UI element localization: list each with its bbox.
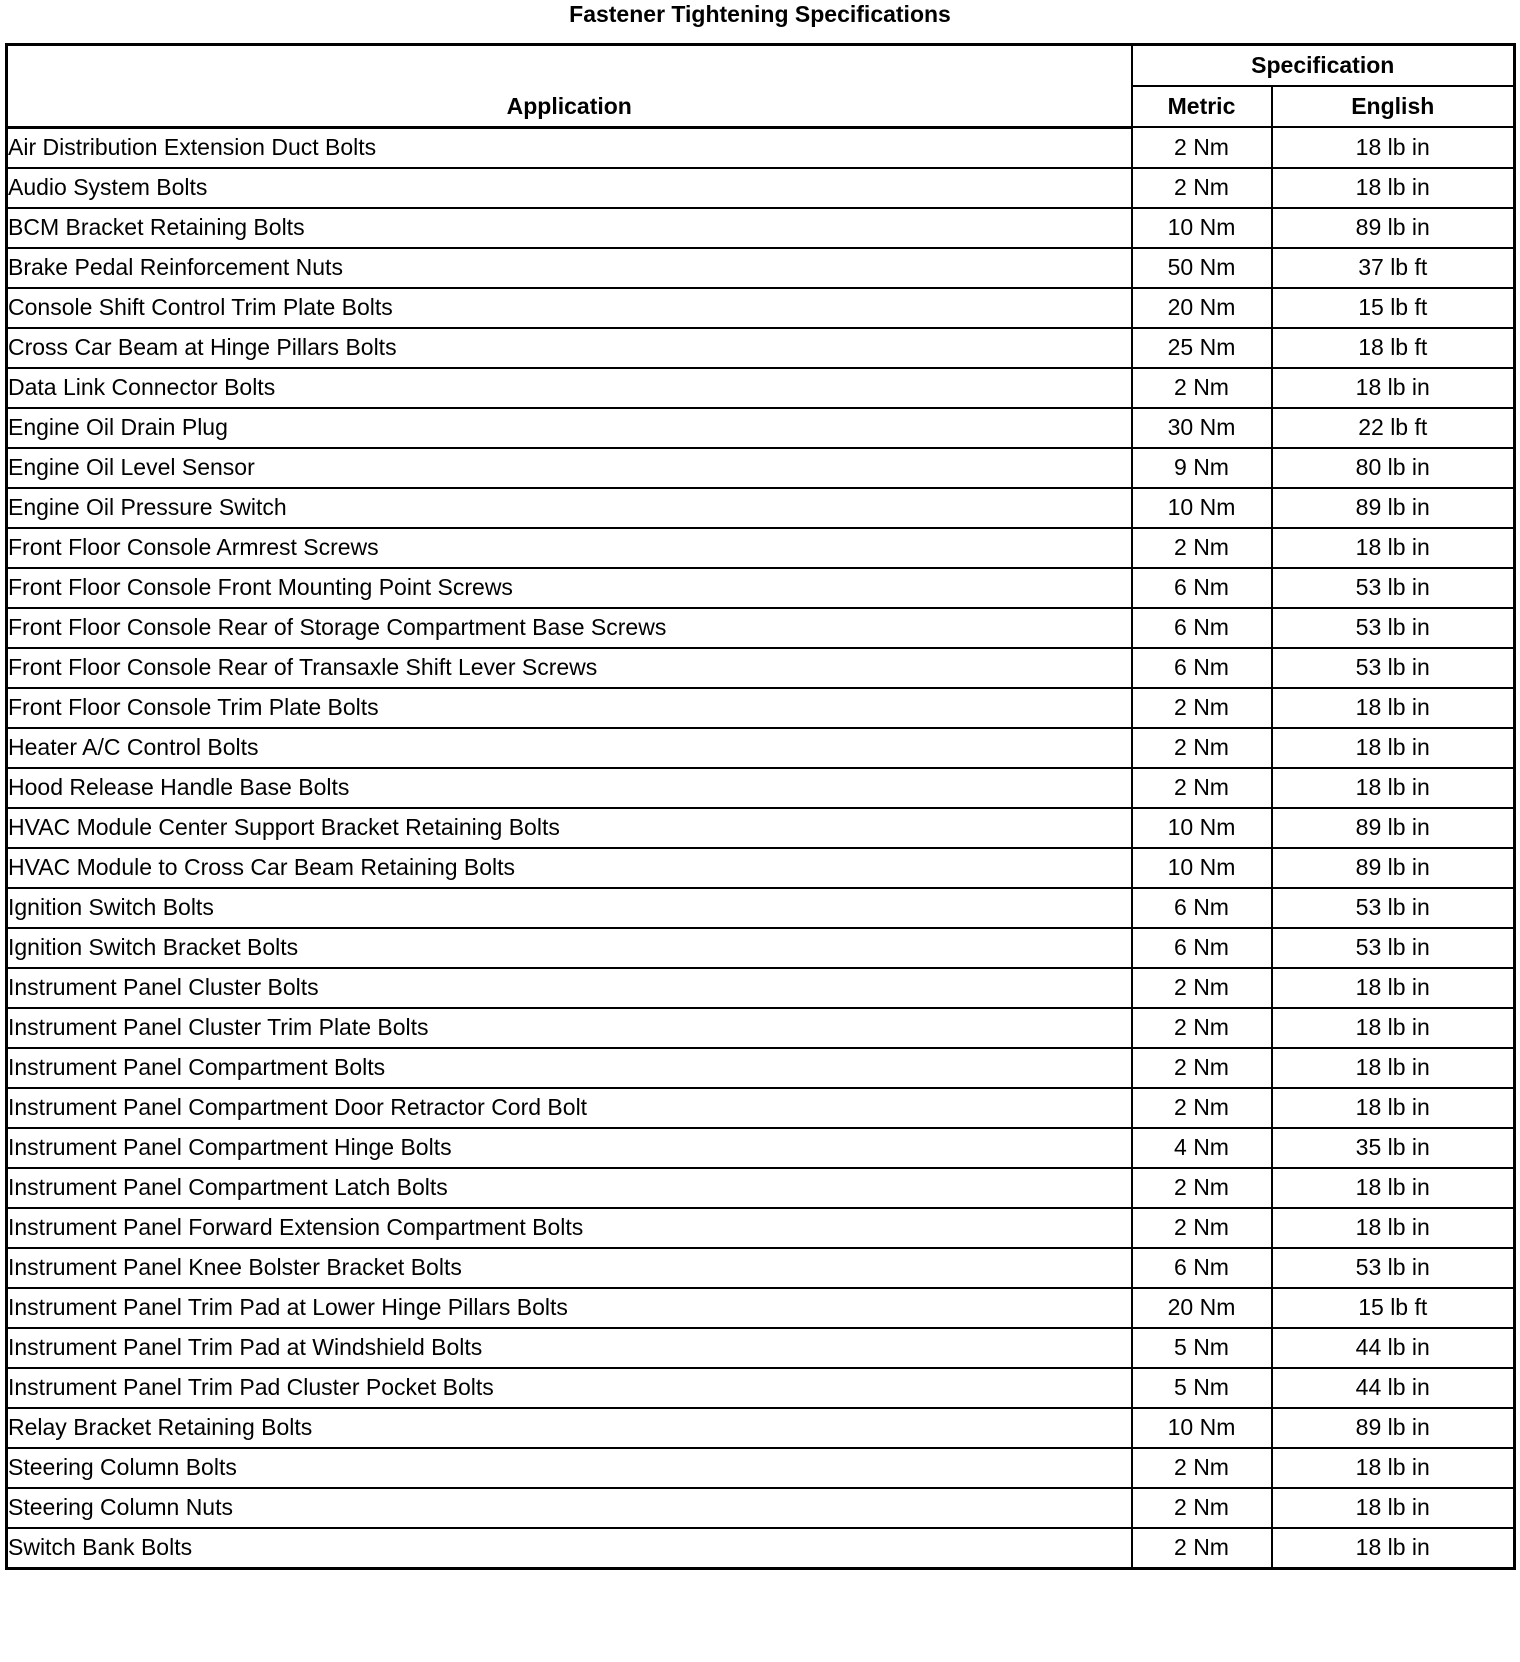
application-cell: Console Shift Control Trim Plate Bolts xyxy=(7,288,1132,328)
table-row xyxy=(7,608,1515,648)
table-row xyxy=(7,768,1515,808)
metric-cell: 9 Nm xyxy=(1132,448,1272,488)
english-cell: 18 lb in xyxy=(1272,1168,1515,1208)
application-cell: HVAC Module to Cross Car Beam Retaining Bolts xyxy=(7,848,1132,888)
table-row xyxy=(7,328,1515,368)
metric-cell: 6 Nm xyxy=(1132,888,1272,928)
english-cell: 53 lb in xyxy=(1272,888,1515,928)
application-cell: Instrument Panel Knee Bolster Bracket Bolts xyxy=(7,1248,1132,1288)
table-row xyxy=(7,728,1515,768)
metric-cell: 50 Nm xyxy=(1132,248,1272,288)
metric-cell: 2 Nm xyxy=(1132,368,1272,408)
metric-cell: 25 Nm xyxy=(1132,328,1272,368)
metric-cell: 2 Nm xyxy=(1132,1448,1272,1488)
application-cell: Instrument Panel Compartment Latch Bolts xyxy=(7,1168,1132,1208)
table-row xyxy=(7,1328,1515,1368)
english-cell: 53 lb in xyxy=(1272,568,1515,608)
english-cell: 89 lb in xyxy=(1272,808,1515,848)
english-cell: 89 lb in xyxy=(1272,848,1515,888)
table-row xyxy=(7,968,1515,1008)
english-cell: 18 lb ft xyxy=(1272,328,1515,368)
metric-cell: 2 Nm xyxy=(1132,168,1272,208)
english-cell: 18 lb in xyxy=(1272,528,1515,568)
application-cell: Front Floor Console Front Mounting Point Screws xyxy=(7,568,1132,608)
english-cell: 44 lb in xyxy=(1272,1328,1515,1368)
header-english: English xyxy=(1272,86,1515,127)
metric-cell: 2 Nm xyxy=(1132,1008,1272,1048)
page-title: Fastener Tightening Specifications xyxy=(569,1,951,27)
metric-cell: 2 Nm xyxy=(1132,1088,1272,1128)
english-cell: 18 lb in xyxy=(1272,368,1515,408)
application-cell: Audio System Bolts xyxy=(7,168,1132,208)
table-row xyxy=(7,1008,1515,1048)
specifications-table xyxy=(5,43,1516,1570)
application-cell: Relay Bracket Retaining Bolts xyxy=(7,1408,1132,1448)
english-cell: 18 lb in xyxy=(1272,127,1515,168)
application-cell: Front Floor Console Trim Plate Bolts xyxy=(7,688,1132,728)
english-cell: 18 lb in xyxy=(1272,688,1515,728)
table-row xyxy=(7,688,1515,728)
english-cell: 18 lb in xyxy=(1272,1528,1515,1569)
metric-cell: 2 Nm xyxy=(1132,528,1272,568)
english-cell: 53 lb in xyxy=(1272,1248,1515,1288)
application-cell: Front Floor Console Rear of Transaxle Shift Lever Screws xyxy=(7,648,1132,688)
application-cell: Switch Bank Bolts xyxy=(7,1528,1132,1569)
table-row xyxy=(7,488,1515,528)
english-cell: 37 lb ft xyxy=(1272,248,1515,288)
table-row xyxy=(7,928,1515,968)
metric-cell: 2 Nm xyxy=(1132,1168,1272,1208)
table-row xyxy=(7,1208,1515,1248)
application-cell: Instrument Panel Trim Pad at Lower Hinge Pillars Bolts xyxy=(7,1288,1132,1328)
metric-cell: 2 Nm xyxy=(1132,127,1272,168)
table-row xyxy=(7,1048,1515,1088)
english-cell: 53 lb in xyxy=(1272,648,1515,688)
application-cell: Engine Oil Drain Plug xyxy=(7,408,1132,448)
application-cell: Engine Oil Pressure Switch xyxy=(7,488,1132,528)
header-specification: Specification xyxy=(1132,45,1515,87)
metric-cell: 10 Nm xyxy=(1132,208,1272,248)
application-cell: Instrument Panel Cluster Bolts xyxy=(7,968,1132,1008)
table-body xyxy=(7,127,1515,1568)
table-row xyxy=(7,127,1515,168)
english-cell: 80 lb in xyxy=(1272,448,1515,488)
application-cell: Instrument Panel Trim Pad at Windshield Bolts xyxy=(7,1328,1132,1368)
metric-cell: 6 Nm xyxy=(1132,608,1272,648)
english-cell: 53 lb in xyxy=(1272,928,1515,968)
table-row xyxy=(7,1248,1515,1288)
metric-cell: 30 Nm xyxy=(1132,408,1272,448)
english-cell: 18 lb in xyxy=(1272,1088,1515,1128)
table-row xyxy=(7,568,1515,608)
application-cell: Front Floor Console Rear of Storage Compartment Base Screws xyxy=(7,608,1132,648)
application-cell: Steering Column Nuts xyxy=(7,1488,1132,1528)
application-cell: Instrument Panel Compartment Bolts xyxy=(7,1048,1132,1088)
application-cell: BCM Bracket Retaining Bolts xyxy=(7,208,1132,248)
application-cell: Instrument Panel Compartment Door Retractor Cord Bolt xyxy=(7,1088,1132,1128)
metric-cell: 5 Nm xyxy=(1132,1328,1272,1368)
metric-cell: 10 Nm xyxy=(1132,488,1272,528)
table-row xyxy=(7,1488,1515,1528)
application-cell: Data Link Connector Bolts xyxy=(7,368,1132,408)
table-row xyxy=(7,1368,1515,1408)
metric-cell: 6 Nm xyxy=(1132,928,1272,968)
metric-cell: 6 Nm xyxy=(1132,648,1272,688)
english-cell: 18 lb in xyxy=(1272,168,1515,208)
application-cell: Hood Release Handle Base Bolts xyxy=(7,768,1132,808)
table-row xyxy=(7,448,1515,488)
english-cell: 18 lb in xyxy=(1272,1448,1515,1488)
english-cell: 53 lb in xyxy=(1272,608,1515,648)
table-row xyxy=(7,528,1515,568)
table-row xyxy=(7,1128,1515,1168)
metric-cell: 2 Nm xyxy=(1132,728,1272,768)
metric-cell: 2 Nm xyxy=(1132,768,1272,808)
table-row xyxy=(7,288,1515,328)
table-row xyxy=(7,1168,1515,1208)
table-row xyxy=(7,1088,1515,1128)
metric-cell: 20 Nm xyxy=(1132,288,1272,328)
table-row xyxy=(7,848,1515,888)
metric-cell: 10 Nm xyxy=(1132,808,1272,848)
application-cell: Engine Oil Level Sensor xyxy=(7,448,1132,488)
english-cell: 22 lb ft xyxy=(1272,408,1515,448)
table-row xyxy=(7,248,1515,288)
application-cell: Front Floor Console Armrest Screws xyxy=(7,528,1132,568)
metric-cell: 10 Nm xyxy=(1132,848,1272,888)
english-cell: 44 lb in xyxy=(1272,1368,1515,1408)
application-cell: Instrument Panel Forward Extension Compartment Bolts xyxy=(7,1208,1132,1248)
metric-cell: 2 Nm xyxy=(1132,1048,1272,1088)
application-cell: Ignition Switch Bracket Bolts xyxy=(7,928,1132,968)
metric-cell: 2 Nm xyxy=(1132,1488,1272,1528)
application-cell: Heater A/C Control Bolts xyxy=(7,728,1132,768)
english-cell: 15 lb ft xyxy=(1272,288,1515,328)
header-application: Application xyxy=(7,45,1132,128)
table-row xyxy=(7,1408,1515,1448)
english-cell: 18 lb in xyxy=(1272,1048,1515,1088)
application-cell: Instrument Panel Cluster Trim Plate Bolts xyxy=(7,1008,1132,1048)
application-cell: Steering Column Bolts xyxy=(7,1448,1132,1488)
header-metric: Metric xyxy=(1132,86,1272,127)
application-cell: Cross Car Beam at Hinge Pillars Bolts xyxy=(7,328,1132,368)
metric-cell: 2 Nm xyxy=(1132,1528,1272,1569)
application-cell: HVAC Module Center Support Bracket Retaining Bolts xyxy=(7,808,1132,848)
english-cell: 18 lb in xyxy=(1272,768,1515,808)
application-cell: Ignition Switch Bolts xyxy=(7,888,1132,928)
english-cell: 18 lb in xyxy=(1272,1488,1515,1528)
table-row xyxy=(7,808,1515,848)
metric-cell: 2 Nm xyxy=(1132,968,1272,1008)
english-cell: 15 lb ft xyxy=(1272,1288,1515,1328)
metric-cell: 2 Nm xyxy=(1132,688,1272,728)
english-cell: 18 lb in xyxy=(1272,1008,1515,1048)
table-row xyxy=(7,648,1515,688)
english-cell: 18 lb in xyxy=(1272,728,1515,768)
application-cell: Air Distribution Extension Duct Bolts xyxy=(7,127,1132,168)
metric-cell: 20 Nm xyxy=(1132,1288,1272,1328)
metric-cell: 2 Nm xyxy=(1132,1208,1272,1248)
table-row xyxy=(7,1448,1515,1488)
table-row xyxy=(7,1528,1515,1569)
metric-cell: 5 Nm xyxy=(1132,1368,1272,1408)
metric-cell: 6 Nm xyxy=(1132,1248,1272,1288)
english-cell: 35 lb in xyxy=(1272,1128,1515,1168)
application-cell: Instrument Panel Trim Pad Cluster Pocket Bolts xyxy=(7,1368,1132,1408)
table-row xyxy=(7,368,1515,408)
application-cell: Brake Pedal Reinforcement Nuts xyxy=(7,248,1132,288)
english-cell: 18 lb in xyxy=(1272,968,1515,1008)
table-row xyxy=(7,208,1515,248)
metric-cell: 6 Nm xyxy=(1132,568,1272,608)
english-cell: 18 lb in xyxy=(1272,1208,1515,1248)
metric-cell: 10 Nm xyxy=(1132,1408,1272,1448)
table-row xyxy=(7,888,1515,928)
metric-cell: 4 Nm xyxy=(1132,1128,1272,1168)
table-row xyxy=(7,408,1515,448)
application-cell: Instrument Panel Compartment Hinge Bolts xyxy=(7,1128,1132,1168)
table-row xyxy=(7,1288,1515,1328)
table-row xyxy=(7,168,1515,208)
english-cell: 89 lb in xyxy=(1272,208,1515,248)
english-cell: 89 lb in xyxy=(1272,488,1515,528)
english-cell: 89 lb in xyxy=(1272,1408,1515,1448)
